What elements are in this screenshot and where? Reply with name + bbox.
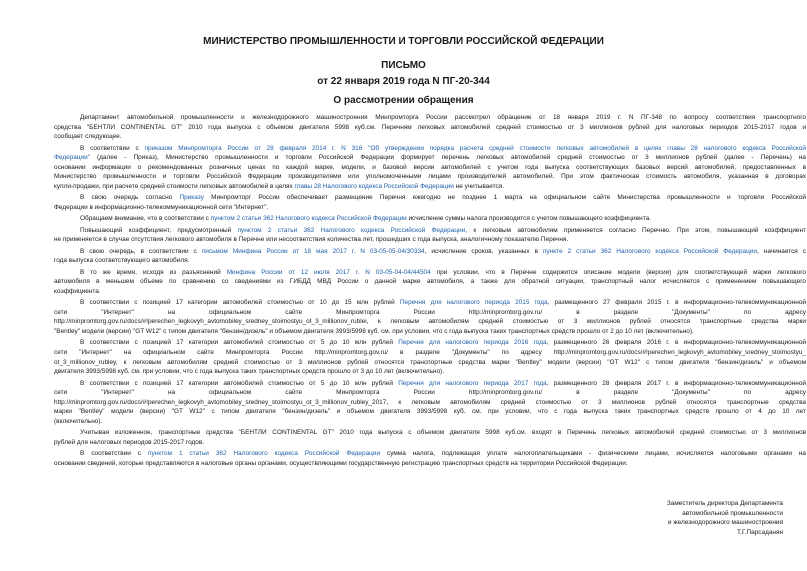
signer-name: Т.Г.Парсаданян: [736, 528, 783, 536]
paragraph-2: [54, 144, 806, 192]
paragraph-11: [54, 428, 806, 447]
word: адресу: [785, 308, 806, 316]
text-line: сообщает следующее.: [54, 133, 122, 141]
text-line: [54, 308, 806, 318]
text-line: [54, 153, 806, 163]
text-span: сумма налога, подлежащая уплате налогоплательщиками - физическими лицами, исчисляется налоговыми органами на: [380, 450, 806, 458]
link-minfin-letter-44504[interactable]: Минфина России от 12 июля 2017 г. N 03-05-04-04/44504: [226, 268, 431, 276]
text-span: , размещенного 28 февраля 2017 г. в информационно-телекоммуникационной: [546, 379, 806, 387]
text-line: не применяется в случае отсутствия легкового автомобиля в Перечне или несоответствия количества лет, прошедших с года выпуска, аналогичному показателю Перечня.: [54, 236, 569, 244]
word: сети: [54, 389, 68, 397]
word: "Документы": [672, 389, 710, 397]
paragraph-8: [54, 298, 806, 336]
text-line: основании сведений, которые представляются в налоговые органы органами, осуществляющими государственную регистрацию транспортных средств на территории Российской Федерации.: [54, 459, 628, 467]
word: разделе: [613, 389, 639, 397]
signer-department-cont: и железнодорожного машиностроения: [667, 519, 783, 527]
document-date-number: от 22 января 2019 года N ПГ-20-344: [317, 76, 490, 87]
text-span: Обращаем внимание, что в соответствии с: [80, 215, 211, 223]
link-order-316[interactable]: приказом Минпромторга России от 28 февраля 2014 г. N 316 "Об утверждении порядка расчета средней стоимости легковых автомобилей в целях главы 28 налогового кодекса Российской: [144, 144, 806, 152]
paragraph-6: [54, 247, 806, 266]
link-list-2015[interactable]: Перечня для налогового периода 2015 года: [399, 299, 548, 307]
word: "Интернет": [101, 389, 134, 397]
text-span: Минпромторг России обеспечивает размещение Перечня ежегодно не позднее 1 марта на официальном сайте Министерства промышленности и торговли Российской: [203, 194, 806, 202]
text-line: двигателя 3993/5998 куб. см. при условии, что с года выпуска таких транспортных средств прошло от 3 до 10 лет (включительно).: [54, 368, 445, 376]
text-line: [54, 226, 806, 236]
text-line: рублей для налоговых периодов 2015-2017 годов.: [54, 438, 205, 446]
text-line: [54, 338, 806, 348]
paragraph-12: [54, 449, 806, 468]
word: http://minpromtorg.gov.ru/: [468, 308, 543, 316]
document-body: [54, 113, 806, 469]
text-line: Министерство промышленности и торговли Российской Федерации производителями или уполномоченными лицами производителей автомобилей. При этом фактическая стоимость автомобиля, указанная в договорах: [54, 173, 806, 181]
word: официальном: [209, 308, 252, 316]
link-tax-code-362-2[interactable]: пунктом 2 статьи 362 Налогового кодекса Российской Федерации: [210, 215, 407, 223]
text-span: В свою очередь согласно: [80, 194, 180, 202]
text-line: http://minpromtorg.gov.ru/docs/#!perechen_legkovyh_avtomobiley_sredney_stoimostyu_ot_3_millionov_rublei, к легковым автомобилям средней стоимостью от 3 миллионов рублей относятся транспортные средства марки: [54, 318, 806, 326]
link-minfin-letter-30334[interactable]: письмом Минфина России от 18 мая 2017 г. N 03-05-05-04/30334: [201, 247, 425, 255]
text-line: [54, 214, 806, 224]
text-span: В то же время, исходя из разъяснений: [80, 268, 227, 276]
text-line: коэффициента.: [54, 287, 101, 295]
ministry-title: МИНИСТЕРСТВО ПРОМЫШЛЕННОСТИ И ТОРГОВЛИ РОССИЙСКОЙ ФЕДЕРАЦИИ: [203, 36, 604, 47]
word: на: [167, 308, 176, 316]
link-order[interactable]: Приказу: [179, 194, 204, 202]
text-span: (далее - Приказ), Министерство промышленности и торговли Российской Федерации формирует перечень легковых автомобилей средней стоимостью от 3 миллионов рублей (далее - Перечень) на: [90, 154, 806, 162]
word: http://minpromtorg.gov.ru/: [468, 389, 543, 397]
text-line: [54, 449, 806, 459]
word: разделе: [613, 308, 639, 316]
text-line: сети "Интернет" на официальном сайте Минпромторга России http://minpromtorg.gov.ru/ в разделе "Документы" по адресу http://minpromtorg.gov.ru/docs/#!perechen_legkovyh_avtomobiley_sredney_stoimostyu_: [54, 349, 806, 357]
link-list-2017[interactable]: Перечня для налогового периода 2017 года: [398, 379, 547, 387]
text-line: http://minpromtorg.gov.ru/docs/#!perechen_legkovyh_avtomobiley_sredney_stoimostyu_ot_3_millionov_rubley_2017, к легковым автомобилям средней стоимостью от 3 миллионов рублей относятся транспортные средства: [54, 398, 806, 406]
word: "Интернет": [101, 308, 134, 316]
word: в: [576, 308, 580, 316]
text-span: , размещенного 27 февраля 2015 г. в информационно-телекоммуникационной: [547, 299, 806, 307]
word: в: [576, 389, 580, 397]
link-tax-code-362-1[interactable]: пунктом 1 статьи 362 Налогового кодекса Российской Федерации: [147, 450, 381, 458]
text-span: В свою очередь, в соответствии с: [80, 247, 202, 255]
text-span: В соответствии с позицией 17 категории автомобилей стоимостью от 5 до 10 млн рублей: [80, 379, 399, 387]
link-order-316-end[interactable]: Федерации": [54, 154, 90, 162]
word: адресу: [785, 389, 806, 397]
text-span: В соответствии с позицией 17 категории автомобилей стоимостью от 5 до 10 млн рублей: [80, 339, 399, 347]
text-span: Повышающий коэффициент, предусмотренный: [80, 226, 238, 234]
word: "Документы": [672, 308, 710, 316]
text-span: В соответствии с позицией 17 категории автомобилей стоимостью от 10 до 15 млн рублей: [80, 299, 400, 307]
word: сайте: [285, 389, 303, 397]
text-line: основании информации о рекомендованных розничных ценах по каждой марке, модели, и базовой версии автомобилей с учетом года выпуска соответствующих базовых версий автомобилей, предоставленных в: [54, 163, 806, 171]
paragraph-1: [54, 113, 806, 142]
word: по: [743, 389, 752, 397]
text-span: купли-продажи, при расчете средней стоимости легковых автомобилей в целях: [54, 182, 295, 190]
signature-block: [667, 499, 783, 537]
link-list-2016[interactable]: Перечня для налогового периода 2016 года: [398, 339, 547, 347]
text-line: [54, 193, 806, 203]
text-line: ot_3_millionov_rubley, к легковым автомобилям средней стоимостью от 3 миллионов рублей относятся транспортные средства марки "Bentley" модели (версии) "GT W12" с типом двигателя "бензин/дизель" и объемом: [54, 358, 806, 366]
text-line: Департамент автомобильной промышленности и железнодорожного машиностроения Минпромторга России рассмотрел обращение от 18 января 2019 г. N ПГ-348 по вопросу соответствия транспортного: [80, 114, 806, 121]
text-span: , размещенного 26 февраля 2016 г. в информационно-телекоммуникационной: [546, 339, 806, 347]
text-line: марки "Bentley" модели (версии) "GT W12" с типом двигателя "бензин/дизель" и объемом двигателя 3993/5998 куб. см. при условии, что с года выпуска таких транспортных средств прошло от 4 до 10 лет: [54, 408, 806, 416]
text-span: В соответствии с: [80, 144, 145, 152]
word: России: [413, 389, 435, 397]
text-line: [54, 298, 806, 308]
word: официальном: [209, 389, 252, 397]
link-tax-code-362-2[interactable]: пунктом 2 статьи 362 Налогового кодекса Российской Федерации: [237, 226, 466, 234]
paragraph-7: [54, 268, 806, 297]
text-span: , исчисление сроков, указанных в: [424, 247, 543, 255]
word: Минпромторга: [336, 308, 380, 316]
text-line: [54, 388, 806, 398]
signer-department: автомобильной промышленности: [682, 509, 783, 517]
paragraph-5: [54, 226, 806, 245]
text-span: при условии, что в Перечне содержится описание модели (версии) для соответствующей марки легкового: [430, 268, 806, 276]
word: на: [167, 389, 176, 397]
text-line: автомобиля в меньшем объеме по сравнению со сведениями из ГИБДД МВД России о данной марке автомобиля, а также для обратной ситуации, транспортный налог исчисляется с применением повышающего: [54, 278, 806, 286]
link-tax-code-chapter-28[interactable]: главы 28 Налогового кодекса Российской Федерации: [294, 182, 454, 190]
signer-position: Заместитель директора Департамента: [666, 500, 783, 507]
text-span: , к легковым автомобилям применяется согласно Перечню. При этом, повышающий коэффициент: [465, 226, 806, 234]
text-line: [54, 268, 806, 278]
text-line: "Bentley" модели (версии) "GT W12" с типом двигателя "бензин/дизель" и объемом двигателя 3993/5998 куб. см. при условии, что с года выпуска таких транспортных средств прошло от 2 до 10 лет (включительно).: [54, 328, 694, 336]
text-line: года выпуска соответствующего автомобиля.: [54, 257, 190, 265]
text-line: [54, 247, 806, 257]
text-line: Федерации в информационно-телекоммуникационной сети "Интернет".: [54, 203, 269, 211]
text-line: [54, 144, 806, 154]
paragraph-4: [54, 214, 806, 224]
paragraph-9: [54, 338, 806, 376]
link-tax-code-362-2[interactable]: пункте 2 статьи 362 Налогового кодекса Российской Федерации: [543, 247, 757, 255]
paragraph-10: [54, 379, 806, 427]
word: Минпромторга: [336, 389, 380, 397]
text-span: исчисление суммы налога производится с учетом повышающего коэффициента.: [406, 215, 651, 223]
text-span: не учитывается.: [453, 182, 504, 190]
text-line: [54, 379, 806, 389]
paragraph-3: [54, 193, 806, 212]
text-span: В соответствии с: [80, 450, 148, 458]
text-span: , начинается с: [756, 247, 806, 255]
document-type: ПИСЬМО: [381, 60, 426, 71]
word: сайте: [285, 308, 303, 316]
text-line: Учитывая изложенное, транспортные средства "БЕНТЛИ CONTINENTAL GT" 2010 года выпуска с объемом двигателя 5998 куб.см. входят в Перечень легковых автомобилей средней стоимостью от 3 миллионов: [80, 429, 806, 437]
word: России: [413, 308, 435, 316]
word: по: [743, 308, 752, 316]
word: сети: [54, 308, 68, 316]
text-line: [54, 182, 806, 192]
text-line: (включительно).: [54, 417, 103, 425]
document-subject: О рассмотрении обращения: [333, 95, 474, 106]
text-line: средства "БЕНТЛИ CONTINENTAL GT" 2010 года выпуска с объемом двигателя 5998 куб.см. Перечням легковых автомобилей средней стоимостью от 3 миллионов рублей для налоговых периодов 2015-2017 годов и: [54, 123, 806, 131]
